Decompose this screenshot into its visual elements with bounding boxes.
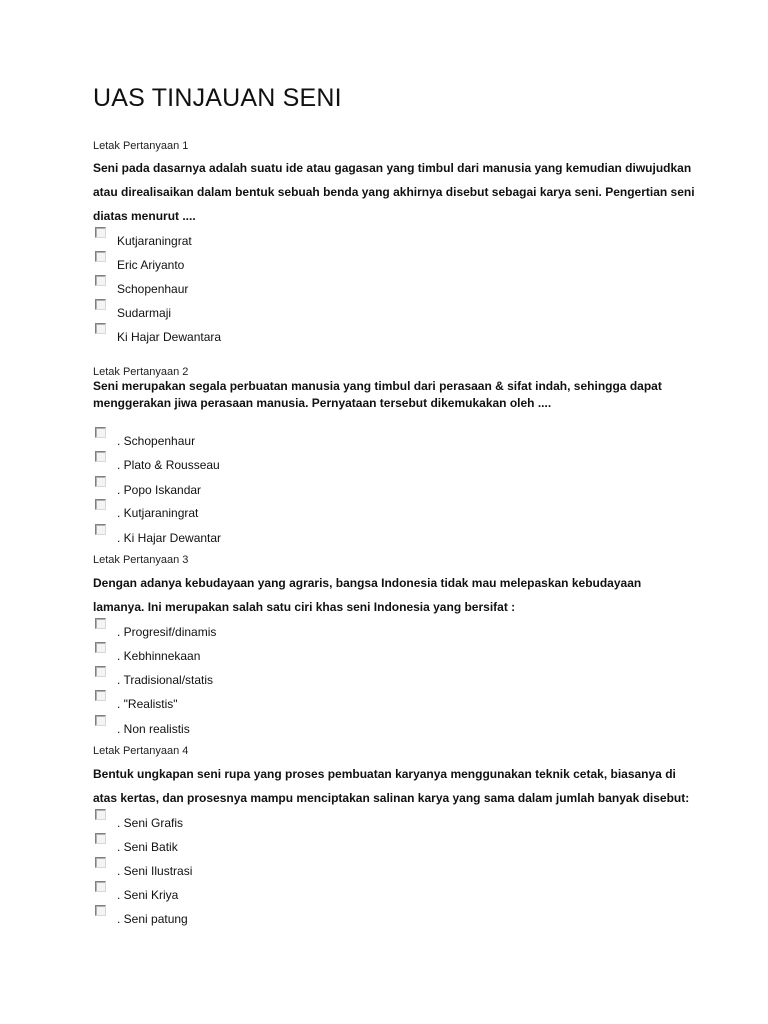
option-label: . Ki Hajar Dewantar (117, 531, 222, 545)
checkbox[interactable] (95, 642, 106, 653)
question-text-line: lamanya. Ini merupakan salah satu ciri khas seni Indonesia yang bersifat : (93, 600, 516, 614)
option-label: . Tradisional/statis (117, 673, 214, 687)
option-label: Sudarmaji (117, 306, 172, 320)
checkbox[interactable] (95, 715, 106, 726)
checkbox[interactable] (95, 524, 106, 535)
question-text-line: diatas menurut .... (93, 209, 196, 223)
checkbox[interactable] (95, 299, 106, 310)
checkbox[interactable] (95, 881, 106, 892)
checkbox[interactable] (95, 857, 106, 868)
checkbox[interactable] (95, 476, 106, 487)
checkbox[interactable] (95, 666, 106, 677)
option-label: Eric Ariyanto (117, 258, 185, 272)
question-text-line: Seni merupakan segala perbuatan manusia yang timbul dari perasaan & sifat indah, sehingga dapat (93, 379, 662, 393)
checkbox[interactable] (95, 275, 106, 286)
option-label: . Seni Batik (117, 840, 178, 854)
option-label: Kutjaraningrat (117, 234, 192, 248)
page-title: UAS TINJAUAN SENI (93, 84, 342, 112)
option-label: . Seni patung (117, 912, 188, 926)
question-label: Letak Pertanyaan 1 (93, 140, 189, 152)
option-label: . Plato & Rousseau (117, 458, 220, 472)
question-label: Letak Pertanyaan 4 (93, 745, 189, 757)
option-label: . Non realistis (117, 722, 190, 736)
checkbox[interactable] (95, 251, 106, 262)
question-text-line: Bentuk ungkapan seni rupa yang proses pembuatan karyanya menggunakan teknik cetak, biasanya di (93, 767, 676, 781)
question-text-line: Dengan adanya kebudayaan yang agraris, bangsa Indonesia tidak mau melepaskan kebudayaan (93, 576, 642, 590)
checkbox[interactable] (95, 427, 106, 438)
option-label: . "Realistis" (117, 697, 178, 711)
option-label: . Seni Grafis (117, 816, 184, 830)
option-label: . Progresif/dinamis (117, 625, 217, 639)
option-label: . Schopenhaur (117, 434, 196, 448)
option-label: . Seni Kriya (117, 888, 179, 902)
checkbox[interactable] (95, 809, 106, 820)
checkbox[interactable] (95, 690, 106, 701)
checkbox[interactable] (95, 227, 106, 238)
question-text-line: atau direalisaikan dalam bentuk sebuah benda yang akhirnya disebut sebagai karya seni. Pengertian seni (93, 185, 695, 199)
option-label: . Kebhinnekaan (117, 649, 201, 663)
question-text-line: atas kertas, dan prosesnya mampu menciptakan salinan karya yang sama dalam jumlah banyak disebut: (93, 791, 690, 805)
checkbox[interactable] (95, 618, 106, 629)
option-label: . Seni Ilustrasi (117, 864, 193, 878)
option-label: Schopenhaur (117, 282, 189, 296)
question-text-line: menggerakan jiwa perasaan manusia. Pernyataan tersebut dikemukakan oleh .... (93, 396, 552, 410)
question-text-line: Seni pada dasarnya adalah suatu ide atau gagasan yang timbul dari manusia yang kemudian diwujudkan (93, 161, 692, 175)
checkbox[interactable] (95, 833, 106, 844)
checkbox[interactable] (95, 499, 106, 510)
checkbox[interactable] (95, 905, 106, 916)
option-label: . Popo Iskandar (117, 483, 202, 497)
checkbox[interactable] (95, 451, 106, 462)
checkbox[interactable] (95, 323, 106, 334)
option-label: Ki Hajar Dewantara (117, 330, 222, 344)
option-label: . Kutjaraningrat (117, 506, 199, 520)
question-label: Letak Pertanyaan 2 (93, 366, 189, 378)
question-label: Letak Pertanyaan 3 (93, 554, 189, 566)
